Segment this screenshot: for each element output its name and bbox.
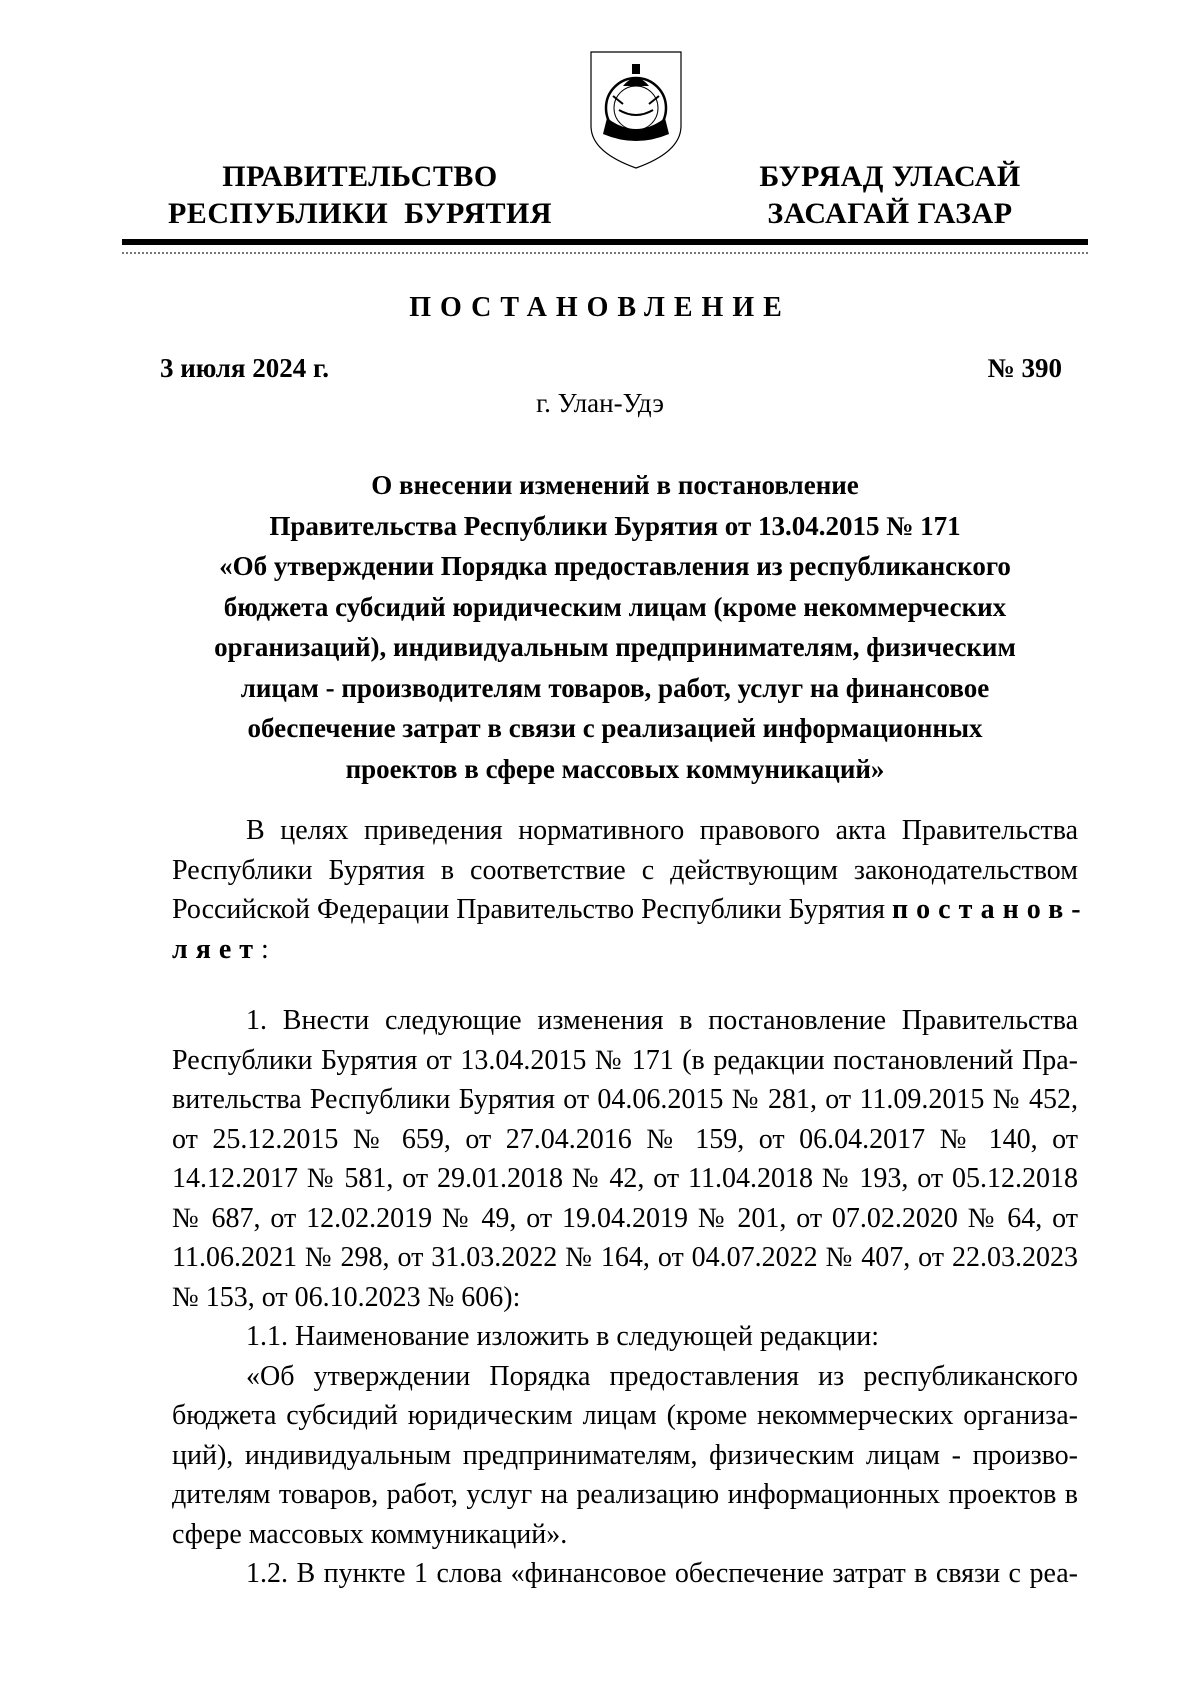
preamble-colon: : (261, 933, 269, 965)
body-line: бюджета субсидий юридическим лицам (кроме некоммерческих организа- (172, 1400, 1078, 1431)
title-line: О внесении изменений в постановление (371, 470, 859, 500)
title-line: бюджета субсидий юридическим лицам (кроме некоммерческих (223, 591, 1007, 622)
body-line: Республики Бурятия от 13.04.2015 № 171 (в редакции постановлений Пра- (172, 1044, 1078, 1076)
title-line: «Об утверждении Порядка предоставления из республиканского (219, 551, 1011, 581)
body-line: Республики Бурятия в соответствие с действующим законодательством (172, 854, 1078, 886)
body-line: 11.06.2021 № 298, от 31.03.2022 № 164, от 04.07.2022 № 407, от 22.03.2023 (172, 1242, 1078, 1273)
body-line: № 687, от 12.02.2019 № 49, от 19.04.2019 № 201, от 07.02.2020 № 64, от (172, 1202, 1078, 1234)
body-line: ций), индивидуальным предпринимателям, физическим лицам - произво- (172, 1439, 1078, 1471)
coat-of-arms-icon (583, 48, 689, 172)
item-1-paragraph (172, 1001, 1078, 1317)
title-line: организаций), индивидуальным предпринимателям, физическим (214, 632, 1016, 662)
document-city: г. Улан-Удэ (536, 388, 664, 418)
title-line: обеспечение затрат в связи с реализацией информационных (247, 713, 983, 743)
preamble-text: Российской Федерации Правительство Республики Бурятия (172, 894, 886, 925)
header-rule-thin (122, 252, 1088, 254)
title-line: проектов в сфере массовых коммуникаций» (345, 753, 885, 784)
title-line: Правительства Республики Бурятия от 13.04.2015 № 171 (269, 510, 961, 541)
body-line: 1. Внести следующие изменения в постановление Правительства (246, 1005, 1078, 1036)
body-line: сфере массовых коммуникаций». (172, 1518, 568, 1550)
body-line: 14.12.2017 № 581, от 29.01.2018 № 42, от 11.04.2018 № 193, от 05.12.2018 (172, 1163, 1078, 1194)
header-left-line1: ПРАВИТЕЛЬСТВО (222, 160, 498, 193)
government-name-russian (160, 158, 560, 232)
government-name-buryat (720, 158, 1060, 232)
document-number: № 390 (987, 353, 1062, 383)
document-date: 3 июля 2024 г. (160, 353, 329, 383)
body-line: вительства Республики Бурятия от 04.06.2015 № 281, от 11.09.2015 № 452, (172, 1084, 1078, 1115)
document-title (160, 465, 1070, 789)
document-type: ПОСТАНОВЛЕНИЕ (409, 292, 791, 323)
document-body (172, 811, 1089, 1594)
resolves-word-part2: ляет (172, 933, 262, 965)
resolves-word-part1: постанов- (892, 894, 1089, 925)
header-rule-thick (122, 239, 1088, 245)
title-line: лицам - производителям товаров, работ, услуг на финансовое (240, 672, 990, 703)
header-right-line1: БУРЯАД УЛАСАЙ (759, 160, 1021, 193)
body-line: «Об утверждении Порядка предоставления из республиканского (246, 1360, 1078, 1392)
body-line (172, 930, 1078, 970)
body-line: от 25.12.2015 № 659, от 27.04.2016 № 159, от 06.04.2017 № 140, от (172, 1123, 1078, 1155)
item-1-1: 1.1. Наименование изложить в следующей редакции: (246, 1321, 879, 1352)
header-left-line2: РЕСПУБЛИКИ БУРЯТИЯ (167, 197, 553, 230)
body-line: № 153, от 06.10.2023 № 606): (172, 1281, 521, 1313)
body-line (172, 890, 1089, 930)
preamble-paragraph (172, 811, 1089, 969)
header-right-line2: ЗАСАГАЙ ГАЗАР (767, 197, 1013, 230)
item-1-2: 1.2. В пункте 1 слова «финансовое обеспечение затрат в связи с реа- (246, 1558, 1078, 1589)
new-title-quote (172, 1357, 1078, 1555)
body-line: В целях приведения нормативного правового акта Правительства (246, 815, 1078, 846)
body-line: дителям товаров, работ, услуг на реализацию информационных проектов в (172, 1479, 1078, 1510)
